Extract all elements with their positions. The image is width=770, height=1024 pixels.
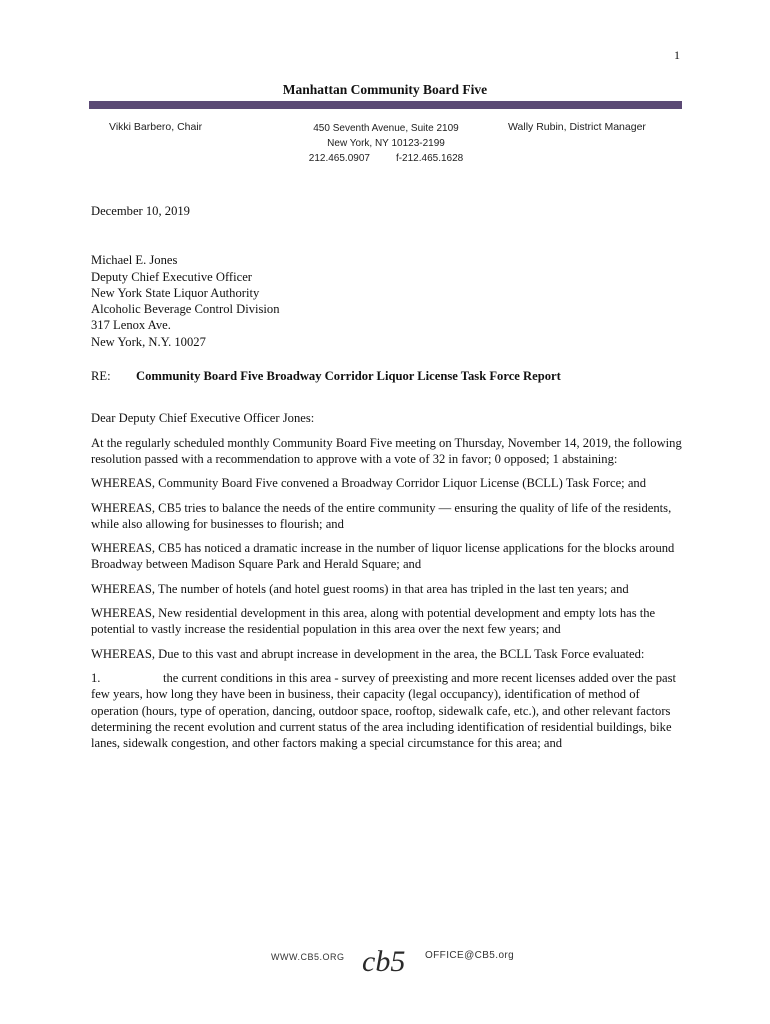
recipient-line: New York, N.Y. 10027 [91, 334, 206, 349]
salutation: Dear Deputy Chief Executive Officer Jones: [91, 411, 315, 426]
item-text: the current conditions in this area - survey of preexisting and more recent licenses added over the past few years, how long they have been in business, their capacity (legal occupancy), identification of method of operation (hours, type of operation, dancing, outdoor space, rooftop, sidewalk cafe, etc.), and other relevant factors determining the recent evolution and current status of the area including identification of residential buildings, bike lanes, sidewalk congestion, and other factors making a special circumstance for this area; and [91, 670, 677, 751]
page-number: 1 [674, 48, 680, 62]
paragraph: WHEREAS, Due to this vast and abrupt increase in development in the area, the BCLL Task Force evaluated: [91, 646, 645, 661]
chair-name: Vikki Barbero, Chair [109, 121, 203, 133]
website-link[interactable]: WWW.CB5.ORG [271, 952, 345, 962]
item-number: 1. [91, 670, 101, 685]
email-link[interactable]: OFFICE@CB5.org [425, 950, 515, 961]
re-line [91, 368, 683, 384]
recipient-line: Michael E. Jones [91, 253, 178, 268]
footer [0, 945, 770, 995]
re-subject: Community Board Five Broadway Corridor Liquor License Task Force Report [136, 369, 561, 384]
paragraph: WHEREAS, CB5 has noticed a dramatic increase in the number of liquor license applications for the blocks around Broadway between Madison Square Park and Herald Square; and [91, 541, 675, 572]
letter-date: December 10, 2019 [91, 204, 190, 218]
contact-numbers [300, 151, 472, 166]
paragraph: WHEREAS, CB5 tries to balance the needs of the entire community — ensuring the quality of life of the residents, while also allowing for businesses to flourish; and [91, 500, 672, 531]
paragraph: At the regularly scheduled monthly Community Board Five meeting on Thursday, November 14, 2019, the following resolution passed with a recommendation to approve with a vote of 32 in favor; 0 opposed; 1 abstaining: [91, 435, 682, 466]
recipient-line: Deputy Chief Executive Officer [91, 269, 252, 284]
re-label: RE: [91, 369, 111, 384]
header-rule [89, 101, 682, 109]
numbered-item [91, 670, 683, 751]
letter-body [91, 203, 683, 751]
address-line-2: New York, NY 10123-2199 [327, 138, 445, 149]
recipient-address [91, 252, 683, 350]
recipient-line: Alcoholic Beverage Control Division [91, 302, 280, 317]
district-manager: Wally Rubin, District Manager [508, 121, 646, 133]
board-name: Manhattan Community Board Five [282, 82, 488, 97]
paragraph: WHEREAS, Community Board Five convened a Broadway Corridor Liquor License (BCLL) Task Force; and [91, 476, 646, 491]
cb5-logo: cb5 [362, 945, 406, 978]
address-line-1: 450 Seventh Avenue, Suite 2109 [313, 123, 459, 134]
recipient-line: 317 Lenox Ave. [91, 318, 171, 333]
paragraph: WHEREAS, New residential development in this area, along with potential development and empty lots has the potential to vastly increase the residential population in this area over the next few years; and [91, 606, 656, 637]
phone-number: 212.465.0907 [308, 153, 370, 164]
fax-number: f-212.465.1628 [395, 153, 464, 164]
board-address [300, 121, 472, 166]
recipient-line: New York State Liquor Authority [91, 285, 260, 300]
paragraph: WHEREAS, The number of hotels (and hotel guest rooms) in that area has tripled in the last ten years; and [91, 581, 629, 596]
